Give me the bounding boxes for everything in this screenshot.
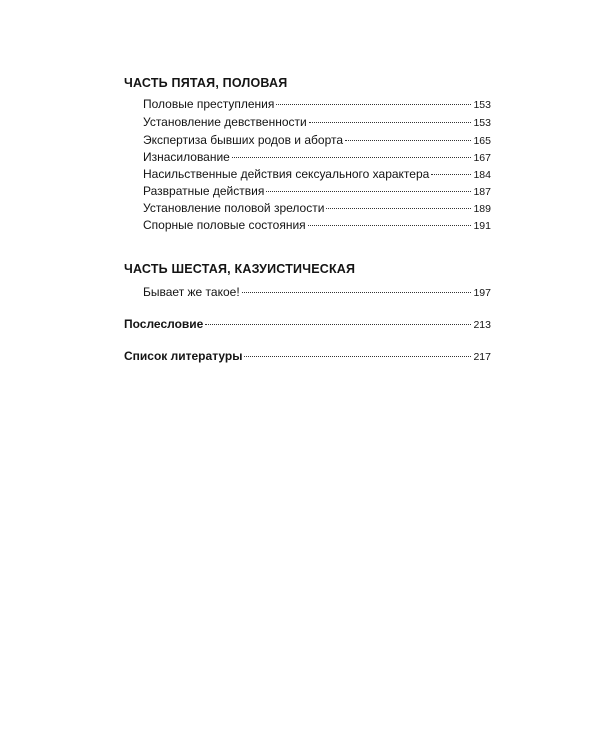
toc-entry-title: Развратные действия (143, 184, 265, 198)
toc-entry[interactable] (143, 200, 491, 217)
toc-entry-title: Бывает же такое! (143, 285, 240, 299)
toc-entry-page: 165 (473, 135, 491, 147)
dot-leader (431, 174, 471, 175)
dot-leader (244, 356, 471, 357)
dot-leader (345, 140, 471, 141)
toc-entry-references[interactable] (124, 348, 491, 365)
toc-entry-page: 153 (473, 117, 491, 129)
toc-entry-title: Насильственные действия сексуального характера (143, 167, 430, 181)
dot-leader (232, 157, 472, 158)
toc-entry-page: 153 (473, 99, 491, 111)
toc-entry[interactable] (143, 132, 491, 149)
part5-heading: ЧАСТЬ ПЯТАЯ, ПОЛОВАЯ (124, 76, 288, 90)
toc-entry-title: Изнасилование (143, 150, 230, 164)
toc-entry-page: 197 (473, 287, 491, 299)
toc-entry[interactable] (143, 183, 491, 200)
toc-entry-page: 191 (473, 220, 491, 232)
toc-entry-title: Спорные половые состояния (143, 218, 306, 232)
dot-leader (276, 104, 471, 105)
toc-entry-afterword[interactable] (124, 316, 491, 333)
toc-entry[interactable] (143, 114, 491, 131)
toc-entry[interactable] (143, 166, 491, 183)
toc-entry[interactable] (143, 217, 491, 234)
toc-entry-page: 167 (473, 152, 491, 164)
toc-entry[interactable] (143, 149, 491, 166)
dot-leader (242, 292, 472, 293)
toc-entry[interactable] (143, 96, 491, 113)
toc-entry-page: 217 (473, 351, 491, 363)
toc-entry-page: 189 (473, 203, 491, 215)
toc-entry-title: Установление половой зрелости (143, 201, 325, 215)
toc-entry-title: Экспертиза бывших родов и аборта (143, 133, 344, 147)
dot-leader (309, 122, 472, 123)
toc-entry-page: 213 (473, 319, 491, 331)
toc-entry-title: Установление девственности (143, 115, 307, 129)
dot-leader (326, 208, 471, 209)
dot-leader (308, 225, 472, 226)
toc-entry-title: Половые преступления (143, 97, 275, 111)
toc-entry[interactable] (143, 284, 491, 301)
toc-entry-title: Список литературы (124, 349, 243, 363)
toc-entry-page: 184 (473, 169, 491, 181)
part6-heading: ЧАСТЬ ШЕСТАЯ, КАЗУИСТИЧЕСКАЯ (124, 262, 356, 276)
toc-entry-page: 187 (473, 186, 491, 198)
dot-leader (205, 324, 471, 325)
toc-entry-title: Послесловие (124, 317, 204, 331)
dot-leader (266, 191, 471, 192)
